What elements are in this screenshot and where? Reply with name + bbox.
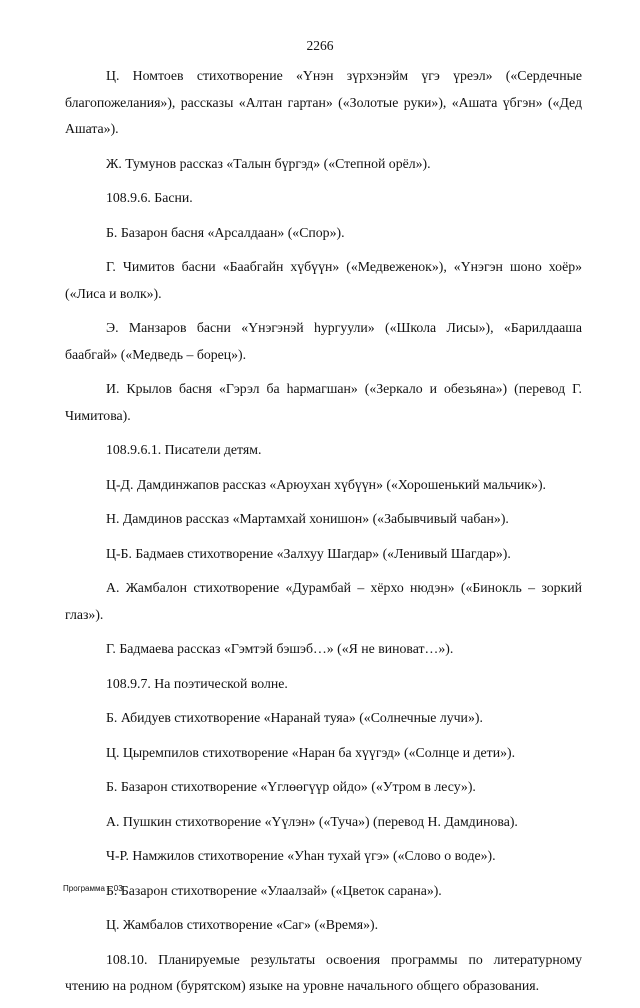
- paragraph-bazaron-poem: Б. Базарон стихотворение «Үглөөгүүр ойдо» («Утром в лесу»).: [106, 779, 476, 794]
- document-body: [65, 63, 582, 1008]
- paragraph-bazaron-basnya: Б. Базарон басня «Арсалдаан» («Спор»).: [106, 224, 345, 240]
- paragraph-tumunov: Ж. Тумунов рассказ «Талын бүргэд» («Степной орёл»).: [106, 155, 431, 171]
- paragraph-manzarov: Э. Манзаров басни «Үнэгэнэй һургуули» («Школа Лисы»), «Барилдааша баабгай» («Медведь – борец»).: [65, 320, 582, 362]
- paragraph-chimitov: Г. Чимитов басни «Баабгайн хүбүүн» («Медвеженок»), «Үнэгэн шоно хоёр» («Лиса и волк»).: [65, 259, 582, 301]
- paragraph-pushkin: А. Пушкин стихотворение «Үүлэн» («Туча») (перевод Н. Дамдинова).: [106, 813, 518, 829]
- section-heading-results: 108.10. Планируемые результаты освоения программы по литературному чтению на родном (бурятском) языке на уровне начального общего образования.: [65, 951, 582, 993]
- paragraph-bazaron-ulaalzai: Б. Базарон стихотворение «Улаалзай» («Цветок сарана»).: [106, 882, 442, 898]
- paragraph-damdinzhapov: Ц-Д. Дамдинжапов рассказ «Арюухан хүбүүн» («Хорошенький мальчик»).: [106, 476, 547, 492]
- paragraph-abiduev: Б. Абидуев стихотворение «Наранай туяа» («Солнечные лучи»).: [106, 710, 483, 725]
- footer-label: Программа – 03: [63, 884, 123, 893]
- paragraph-krylov: И. Крылов басня «Гэрэл ба һармагшан» («Зеркало и обезьяна») (перевод Г. Чимитова).: [65, 381, 582, 423]
- section-heading-poetic-wave: 108.9.7. На поэтической волне.: [106, 675, 288, 691]
- section-heading-basni: 108.9.6. Басни.: [106, 190, 193, 205]
- paragraph-nomtoev: Ц. Номтоев стихотворение «Үнэн зүрхэнэйм үгэ үреэл» («Сердечные благопожелания»), рассказы «Алтан гартан» («Золотые руки»), «Ашата үбгэн» («Дед Ашата»).: [65, 68, 582, 136]
- page-number: 2266: [306, 38, 334, 53]
- section-heading-writers-children: 108.9.6.1. Писатели детям.: [106, 442, 262, 457]
- paragraph-tsyrempilov: Ц. Цыремпилов стихотворение «Наран ба хүүгэд» («Солнце и дети»).: [106, 744, 516, 760]
- paragraph-damdinov: Н. Дамдинов рассказ «Мартамхай хонишон» («Забывчивый чабан»).: [106, 511, 509, 526]
- paragraph-zhambalon: А. Жамбалон стихотворение «Дурамбай – хёрхо нюдэн» («Бинокль – зоркий глаз»).: [65, 580, 582, 622]
- paragraph-badmaev: Ц-Б. Бадмаев стихотворение «Залхуу Шагдар» («Ленивый Шагдар»).: [106, 545, 511, 561]
- paragraph-namzhilov: Ч-Р. Намжилов стихотворение «Уһан тухай үгэ» («Слово о воде»).: [106, 848, 496, 863]
- paragraph-badmaeva: Г. Бадмаева рассказ «Гэмтэй бэшэб…» («Я не виноват…»).: [106, 641, 454, 656]
- paragraph-zhambalov: Ц. Жамбалов стихотворение «Саг» («Время»).: [106, 917, 379, 932]
